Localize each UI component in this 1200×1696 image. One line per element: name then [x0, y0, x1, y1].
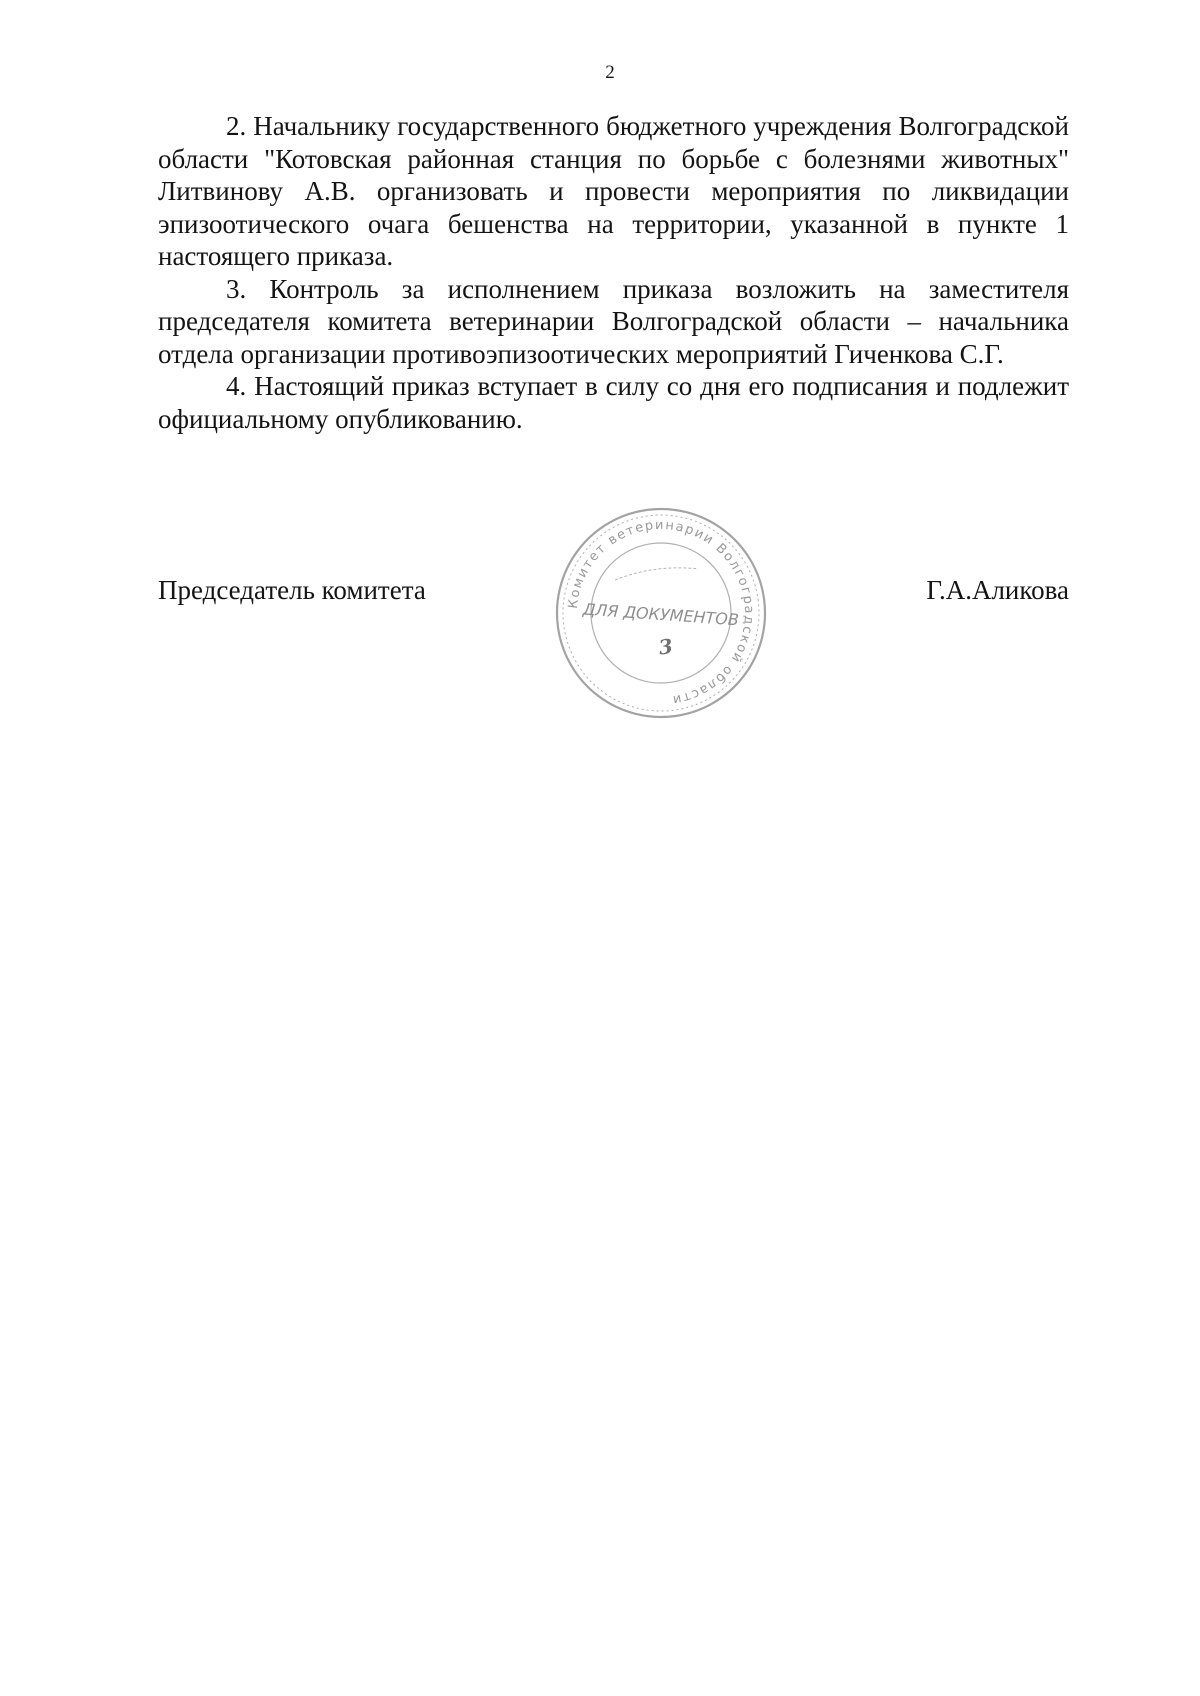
- signer-name: Г.А.Аликова: [926, 575, 1069, 605]
- paragraph-2: 2. Начальнику государственного бюджетного учреждения Волгоградской области "Котовская районная станция по борьбе с болезнями животных" Литвинову А.В. организовать и провести мероприятия по ликвидации эпизоотического очага бешенства на территории, указанной в пункте 1 настоящего приказа.: [158, 111, 1069, 271]
- seal-ring-text: Комитет ветеринарии Волгоградской области: [565, 517, 757, 708]
- paragraph-4: 4. Настоящий приказ вступает в силу со дня его подписания и подлежит официальному опубликованию.: [158, 371, 1069, 434]
- seal-decoration: [614, 564, 696, 580]
- document-body: [158, 110, 1069, 435]
- page-number: 2: [605, 62, 615, 83]
- signer-title: Председатель комитета: [158, 575, 426, 605]
- paragraph-3: 3. Контроль за исполнением приказа возложить на заместителя председателя комитета ветеринарии Волгоградской области – начальника отдела организации противоэпизоотических мероприятий Гиченкова С.Г.: [158, 273, 1069, 369]
- seal-center-text: ДЛЯ ДОКУМЕНТОВ: [582, 599, 740, 630]
- seal-number: 3: [657, 633, 675, 660]
- seal-graphic: [550, 502, 772, 724]
- official-seal-stamp: [550, 502, 772, 724]
